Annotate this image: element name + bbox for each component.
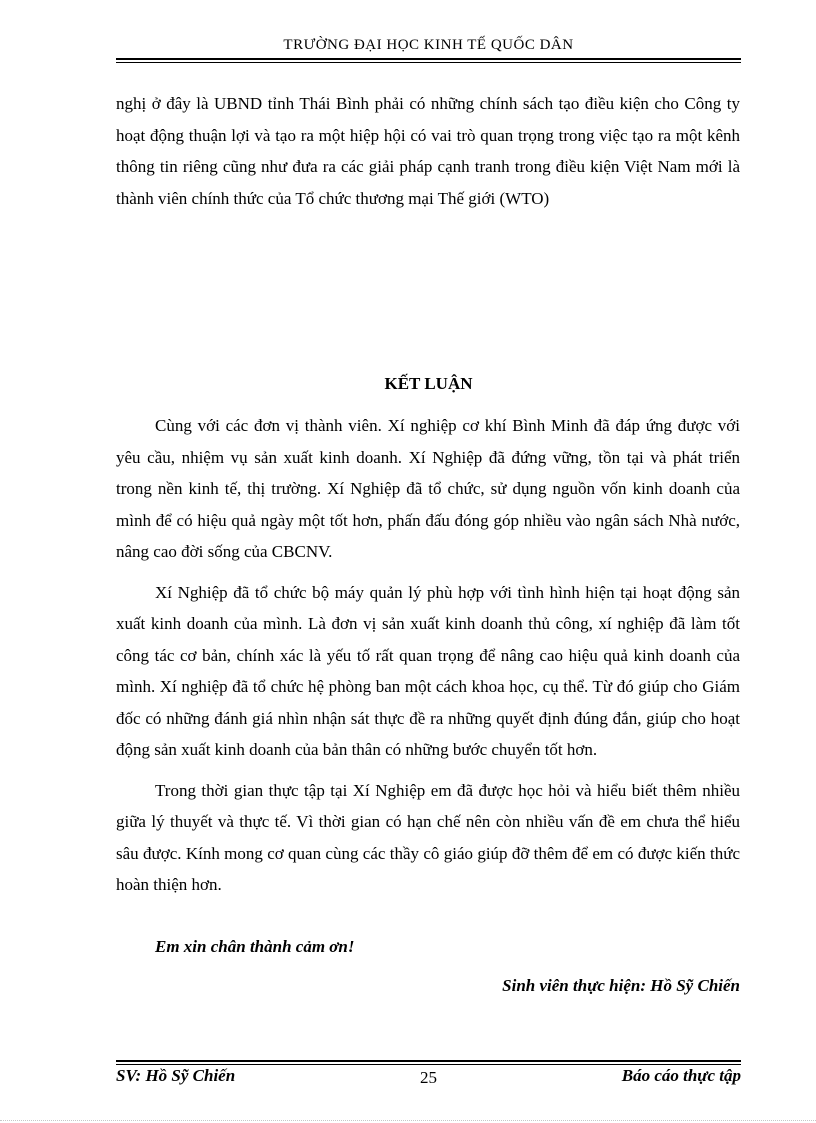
continuation-paragraph: nghị ở đây là UBND tỉnh Thái Bình phải có những chính sách tạo điều kiện cho Công ty hoạt động thuận lợi và tạo ra một hiệp hội có vai trò quan trọng trong việc tạo ra một kênh thông tin riêng cũng như đưa ra các giải pháp cạnh tranh trong điều kiện Việt Nam mới là thành viên chính thức của Tổ chức thương mại Thế giới (WTO): [116, 94, 740, 208]
conclusion-paragraph-3: Trong thời gian thực tập tại Xí Nghiệp em đã được học hỏi và hiểu biết thêm nhiều giữa lý thuyết và thực tế. Vì thời gian có hạn chế nên còn nhiều vấn đề em chưa thể hiểu sâu được. Kính mong cơ quan cùng các thầy cô giáo giúp đỡ thêm để em có được kiến thức hoàn thiện hơn.: [116, 780, 740, 894]
conclusion-body: [116, 410, 740, 910]
header-title: TRƯỜNG ĐẠI HỌC KINH TẾ QUỐC DÂN: [283, 37, 574, 53]
thanks-line: Em xin chân thành cảm ơn!: [155, 937, 355, 956]
conclusion-paragraph-1: Cùng với các đơn vị thành viên. Xí nghiệp cơ khí Bình Minh đã đáp ứng được với yêu cầu, nhiệm vụ sản xuất kinh doanh. Xí Nghiệp đã đứng vững, tồn tại và phát triển trong nền kinh tế, thị trường. Xí Nghiệp đã tổ chức, sử dụng nguồn vốn kinh doanh của mình để có hiệu quả ngày một tốt hơn, phấn đấu đóng góp nhiều vào ngân sách Nhà nước, nâng cao đời sống của CBCNV.: [116, 416, 740, 561]
header-rule-thick: [116, 58, 741, 60]
header-rule-thin: [116, 62, 741, 63]
footer-rule-thin: [116, 1064, 741, 1065]
section-heading: KẾT LUẬN: [384, 374, 473, 393]
footer-rule-thick: [116, 1060, 741, 1062]
conclusion-paragraph-2: Xí Nghiệp đã tổ chức bộ máy quản lý phù hợp với tình hình hiện tại hoạt động sản xuất kinh doanh của mình. Là đơn vị sản xuất kinh doanh thủ công, xí nghiệp đã làm tốt công tác cơ bản, chính xác là yếu tố rất quan trọng để nâng cao hiệu quả kinh doanh của mình. Xí nghiệp đã tổ chức hệ phòng ban một cách khoa học, cụ thể. Từ đó giúp cho Giám đốc có những đánh giá nhìn nhận sát thực đề ra những quyết định đúng đắn, giúp cho hoạt động sản xuất kinh doanh của bản thân có những bước chuyển tốt hơn.: [116, 582, 740, 759]
footer-report-title: Báo cáo thực tập: [621, 1066, 741, 1085]
page-number: 25: [420, 1068, 437, 1087]
page-footer: [116, 1066, 741, 1090]
footer-author: SV: Hồ Sỹ Chiến: [116, 1066, 236, 1085]
continuation-block: [116, 88, 740, 223]
signature-line: Sinh viên thực hiện: Hồ Sỹ Chiến: [502, 976, 740, 995]
page-edge-divider: [0, 1120, 816, 1121]
